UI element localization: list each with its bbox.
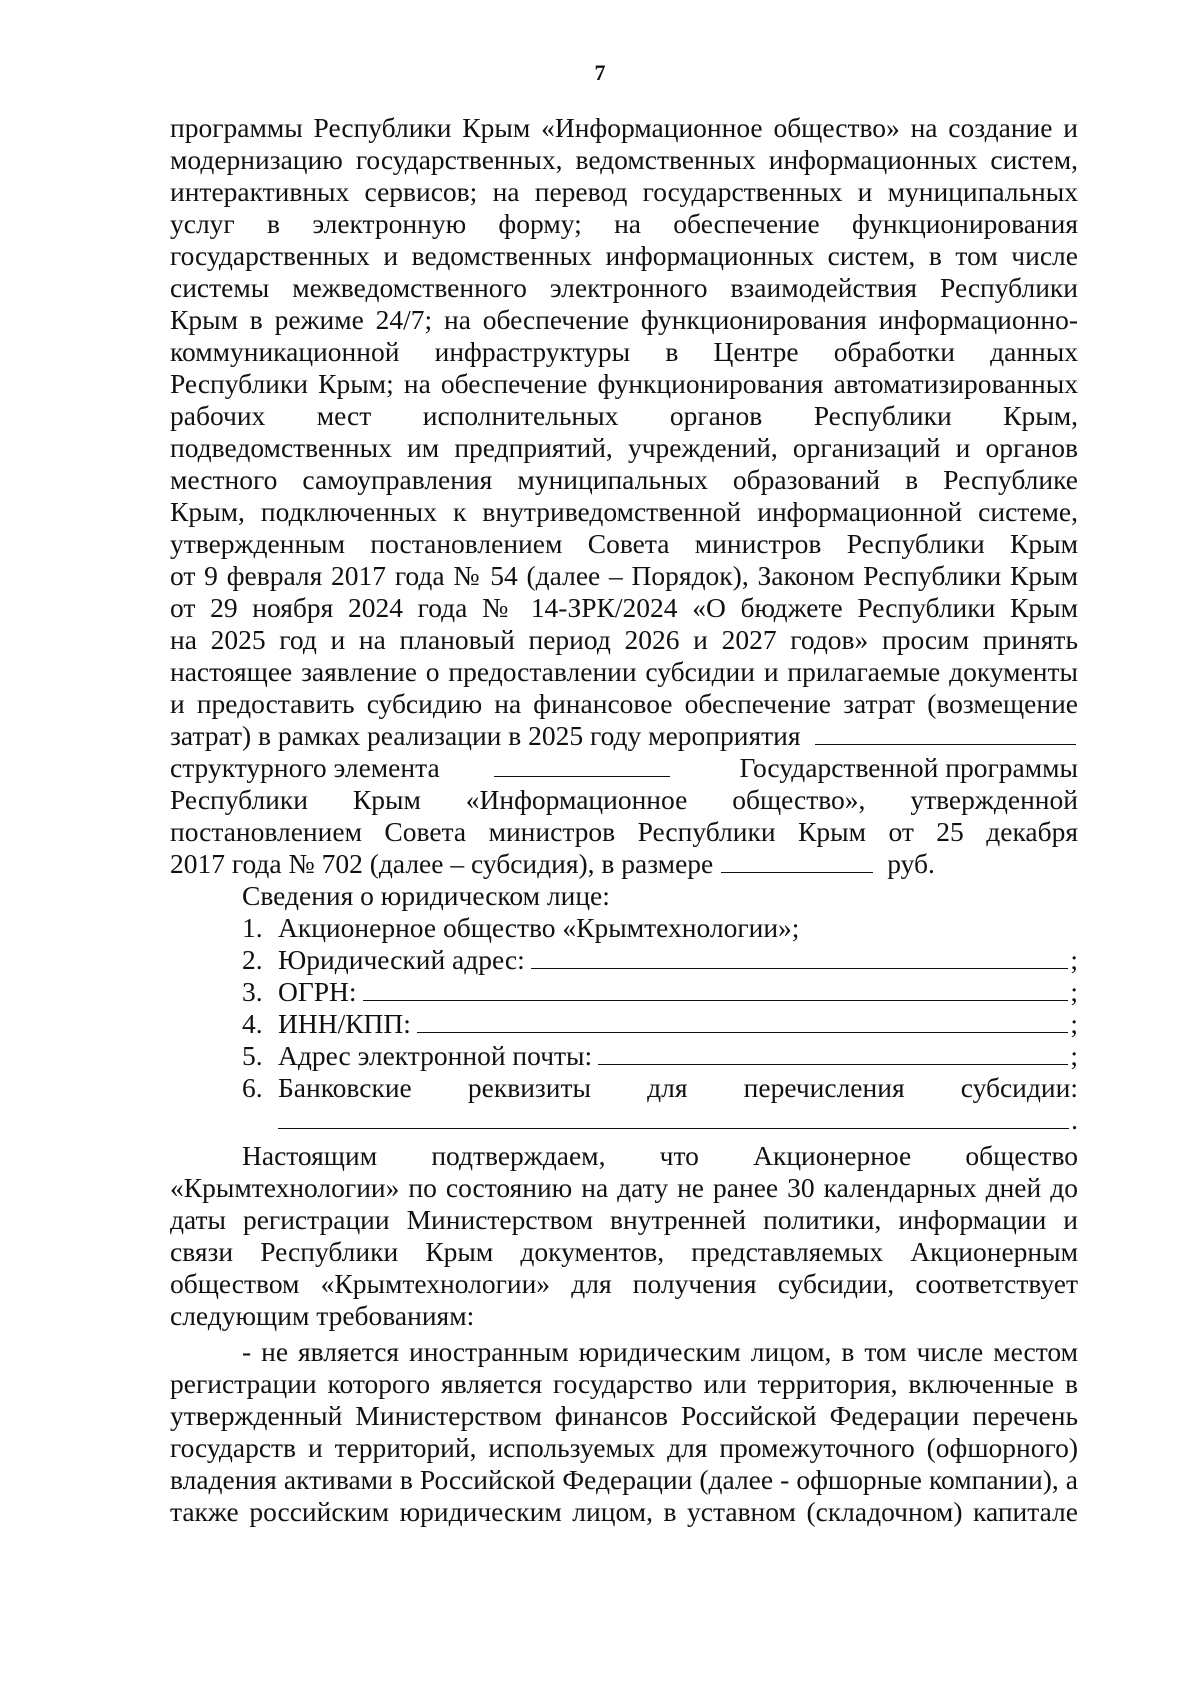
blank-structural-element-field[interactable] bbox=[494, 752, 670, 777]
text-line: даты регистрации Министерством внутренней политики, информации и bbox=[170, 1204, 1078, 1235]
text-line: Республики Крым; на обеспечение функционирования автоматизированных bbox=[170, 368, 1078, 399]
line-end-punct: ; bbox=[1070, 1008, 1078, 1039]
legal-entity-item bbox=[170, 944, 1078, 976]
legal-entity-item bbox=[170, 1072, 1078, 1104]
list-label-word: реквизиты bbox=[467, 1072, 591, 1103]
text-line: утвержденным постановлением Совета министров Республики Крым bbox=[170, 528, 1078, 559]
list-number: 1. bbox=[242, 912, 263, 943]
text-line: постановлением Совета министров Республики Крым от 25 декабря bbox=[170, 816, 1078, 847]
text-line: Крым, подключенных к внутриведомственной информационной системе, bbox=[170, 496, 1078, 527]
blank-field[interactable] bbox=[417, 1008, 1068, 1033]
legal-entity-list bbox=[170, 912, 1078, 1136]
page-number: 7 bbox=[594, 60, 606, 85]
text-line: «Крымтехнологии» по состоянию на дату не ранее 30 календарных дней до bbox=[170, 1172, 1078, 1203]
text-line: интерактивных сервисов; на перевод государственных и муниципальных bbox=[170, 176, 1078, 207]
blank-field[interactable] bbox=[531, 944, 1069, 969]
blank-field[interactable] bbox=[363, 976, 1069, 1001]
paragraph-confirmation bbox=[170, 1172, 1078, 1300]
text-line: от 29 ноября 2024 года № 14-ЗРК/2024 «О бюджете Республики Крым bbox=[170, 592, 1078, 623]
list-label: Акционерное общество «Крымтехнологии»; bbox=[278, 912, 800, 943]
requirement-line: - не является иностранным юридическим лицом, в том числе местом bbox=[242, 1336, 1078, 1367]
list-label-word: субсидии: bbox=[960, 1072, 1078, 1103]
paragraph-requirement bbox=[170, 1368, 1078, 1528]
text-line: настоящее заявление о предоставлении субсидии и прилагаемые документы bbox=[170, 656, 1078, 687]
legal-entity-heading: Сведения о юридическом лице: bbox=[242, 880, 610, 911]
text-line: утвержденный Министерством финансов Российской Федерации перечень bbox=[170, 1400, 1078, 1431]
list-number: 2. bbox=[242, 944, 263, 975]
line-end-punct: ; bbox=[1070, 944, 1078, 975]
list-number: 3. bbox=[242, 976, 263, 1007]
list-label: ОГРН: bbox=[278, 976, 357, 1007]
line-end-punct: ; bbox=[1070, 976, 1078, 1007]
text-line: также российским юридическим лицом, в уставном (складочном) капитале bbox=[170, 1496, 1078, 1527]
document-body bbox=[170, 112, 1078, 1528]
bank-details-line bbox=[170, 1104, 1078, 1136]
text-line: услуг в электронную форму; на обеспечение функционирования bbox=[170, 208, 1078, 239]
list-label-word: перечисления bbox=[743, 1072, 905, 1103]
legal-entity-item bbox=[170, 976, 1078, 1008]
line-structural-element: структурного элемента Государственной программы bbox=[170, 752, 1078, 783]
text-line: коммуникационной инфраструктуры в Центре обработки данных bbox=[170, 336, 1078, 367]
list-label: Юридический адрес: bbox=[278, 944, 525, 975]
text-line: связи Республики Крым документов, представляемых Акционерным bbox=[170, 1236, 1078, 1267]
legal-entity-item bbox=[170, 912, 1078, 944]
text-line: государственных и ведомственных информационных систем, в том числе bbox=[170, 240, 1078, 271]
line-amount: 2017 года № 702 (далее – субсидия), в размере руб. bbox=[170, 848, 935, 879]
text-line: обществом «Крымтехнологии» для получения субсидии, соответствует bbox=[170, 1268, 1078, 1299]
paragraph-application bbox=[170, 112, 1078, 720]
text-line: программы Республики Крым «Информационное общество» на создание и bbox=[170, 112, 1078, 143]
blank-bank-details-field[interactable] bbox=[278, 1104, 1069, 1129]
list-label: ИНН/КПП: bbox=[278, 1008, 411, 1039]
line-event: затрат) в рамках реализации в 2025 году мероприятия bbox=[170, 720, 1078, 752]
blank-field[interactable] bbox=[598, 1040, 1068, 1065]
paragraph-confirmation-first-line bbox=[170, 1140, 1078, 1172]
text-line: государств и территорий, используемых для промежуточного (офшорного) bbox=[170, 1432, 1078, 1463]
list-number: 4. bbox=[242, 1008, 263, 1039]
blank-event-field[interactable] bbox=[815, 720, 1077, 745]
legal-entity-item bbox=[170, 1008, 1078, 1040]
text-line: владения активами в Российской Федерации (далее - офшорные компании), а bbox=[170, 1464, 1078, 1495]
text-line: от 9 февраля 2017 года № 54 (далее – Порядок), Законом Республики Крым bbox=[170, 560, 1078, 591]
text-line: системы межведомственного электронного взаимодействия Республики bbox=[170, 272, 1078, 303]
blank-amount-field[interactable] bbox=[721, 848, 873, 873]
text-line: рабочих мест исполнительных органов Республики Крым, bbox=[170, 400, 1078, 431]
text-line: Крым в режиме 24/7; на обеспечение функционирования информационно- bbox=[170, 304, 1078, 335]
legal-entity-item bbox=[170, 1040, 1078, 1072]
text-line: подведомственных им предприятий, учреждений, организаций и органов bbox=[170, 432, 1078, 463]
word: общество bbox=[965, 1140, 1078, 1171]
list-label-word: для bbox=[647, 1072, 688, 1103]
list-label: Адрес электронной почты: bbox=[278, 1040, 593, 1071]
list-label-word: Банковские bbox=[278, 1072, 412, 1103]
list-number: 6. bbox=[242, 1072, 263, 1103]
text-line: регистрации которого является государство или территория, включенные в bbox=[170, 1368, 1078, 1399]
line-end-punct: ; bbox=[1070, 1040, 1078, 1071]
list-number: 5. bbox=[242, 1040, 263, 1071]
text-line: модернизацию государственных, ведомственных информационных систем, bbox=[170, 144, 1078, 175]
text-line: и предоставить субсидию на финансовое обеспечение затрат (возмещение bbox=[170, 688, 1078, 719]
text-line: местного самоуправления муниципальных образований в Республике bbox=[170, 464, 1078, 495]
word: что bbox=[659, 1140, 699, 1171]
text-line: следующим требованиям: bbox=[170, 1300, 475, 1331]
line-end-punct: . bbox=[1071, 1104, 1078, 1135]
word: Акционерное bbox=[753, 1140, 912, 1171]
text-line: Республики Крым «Информационное общество», утвержденной bbox=[170, 784, 1078, 815]
word: Настоящим bbox=[242, 1140, 378, 1171]
word: подтверждаем, bbox=[431, 1140, 606, 1171]
text-line: на 2025 год и на плановый период 2026 и 2027 годов» просим принять bbox=[170, 624, 1078, 655]
